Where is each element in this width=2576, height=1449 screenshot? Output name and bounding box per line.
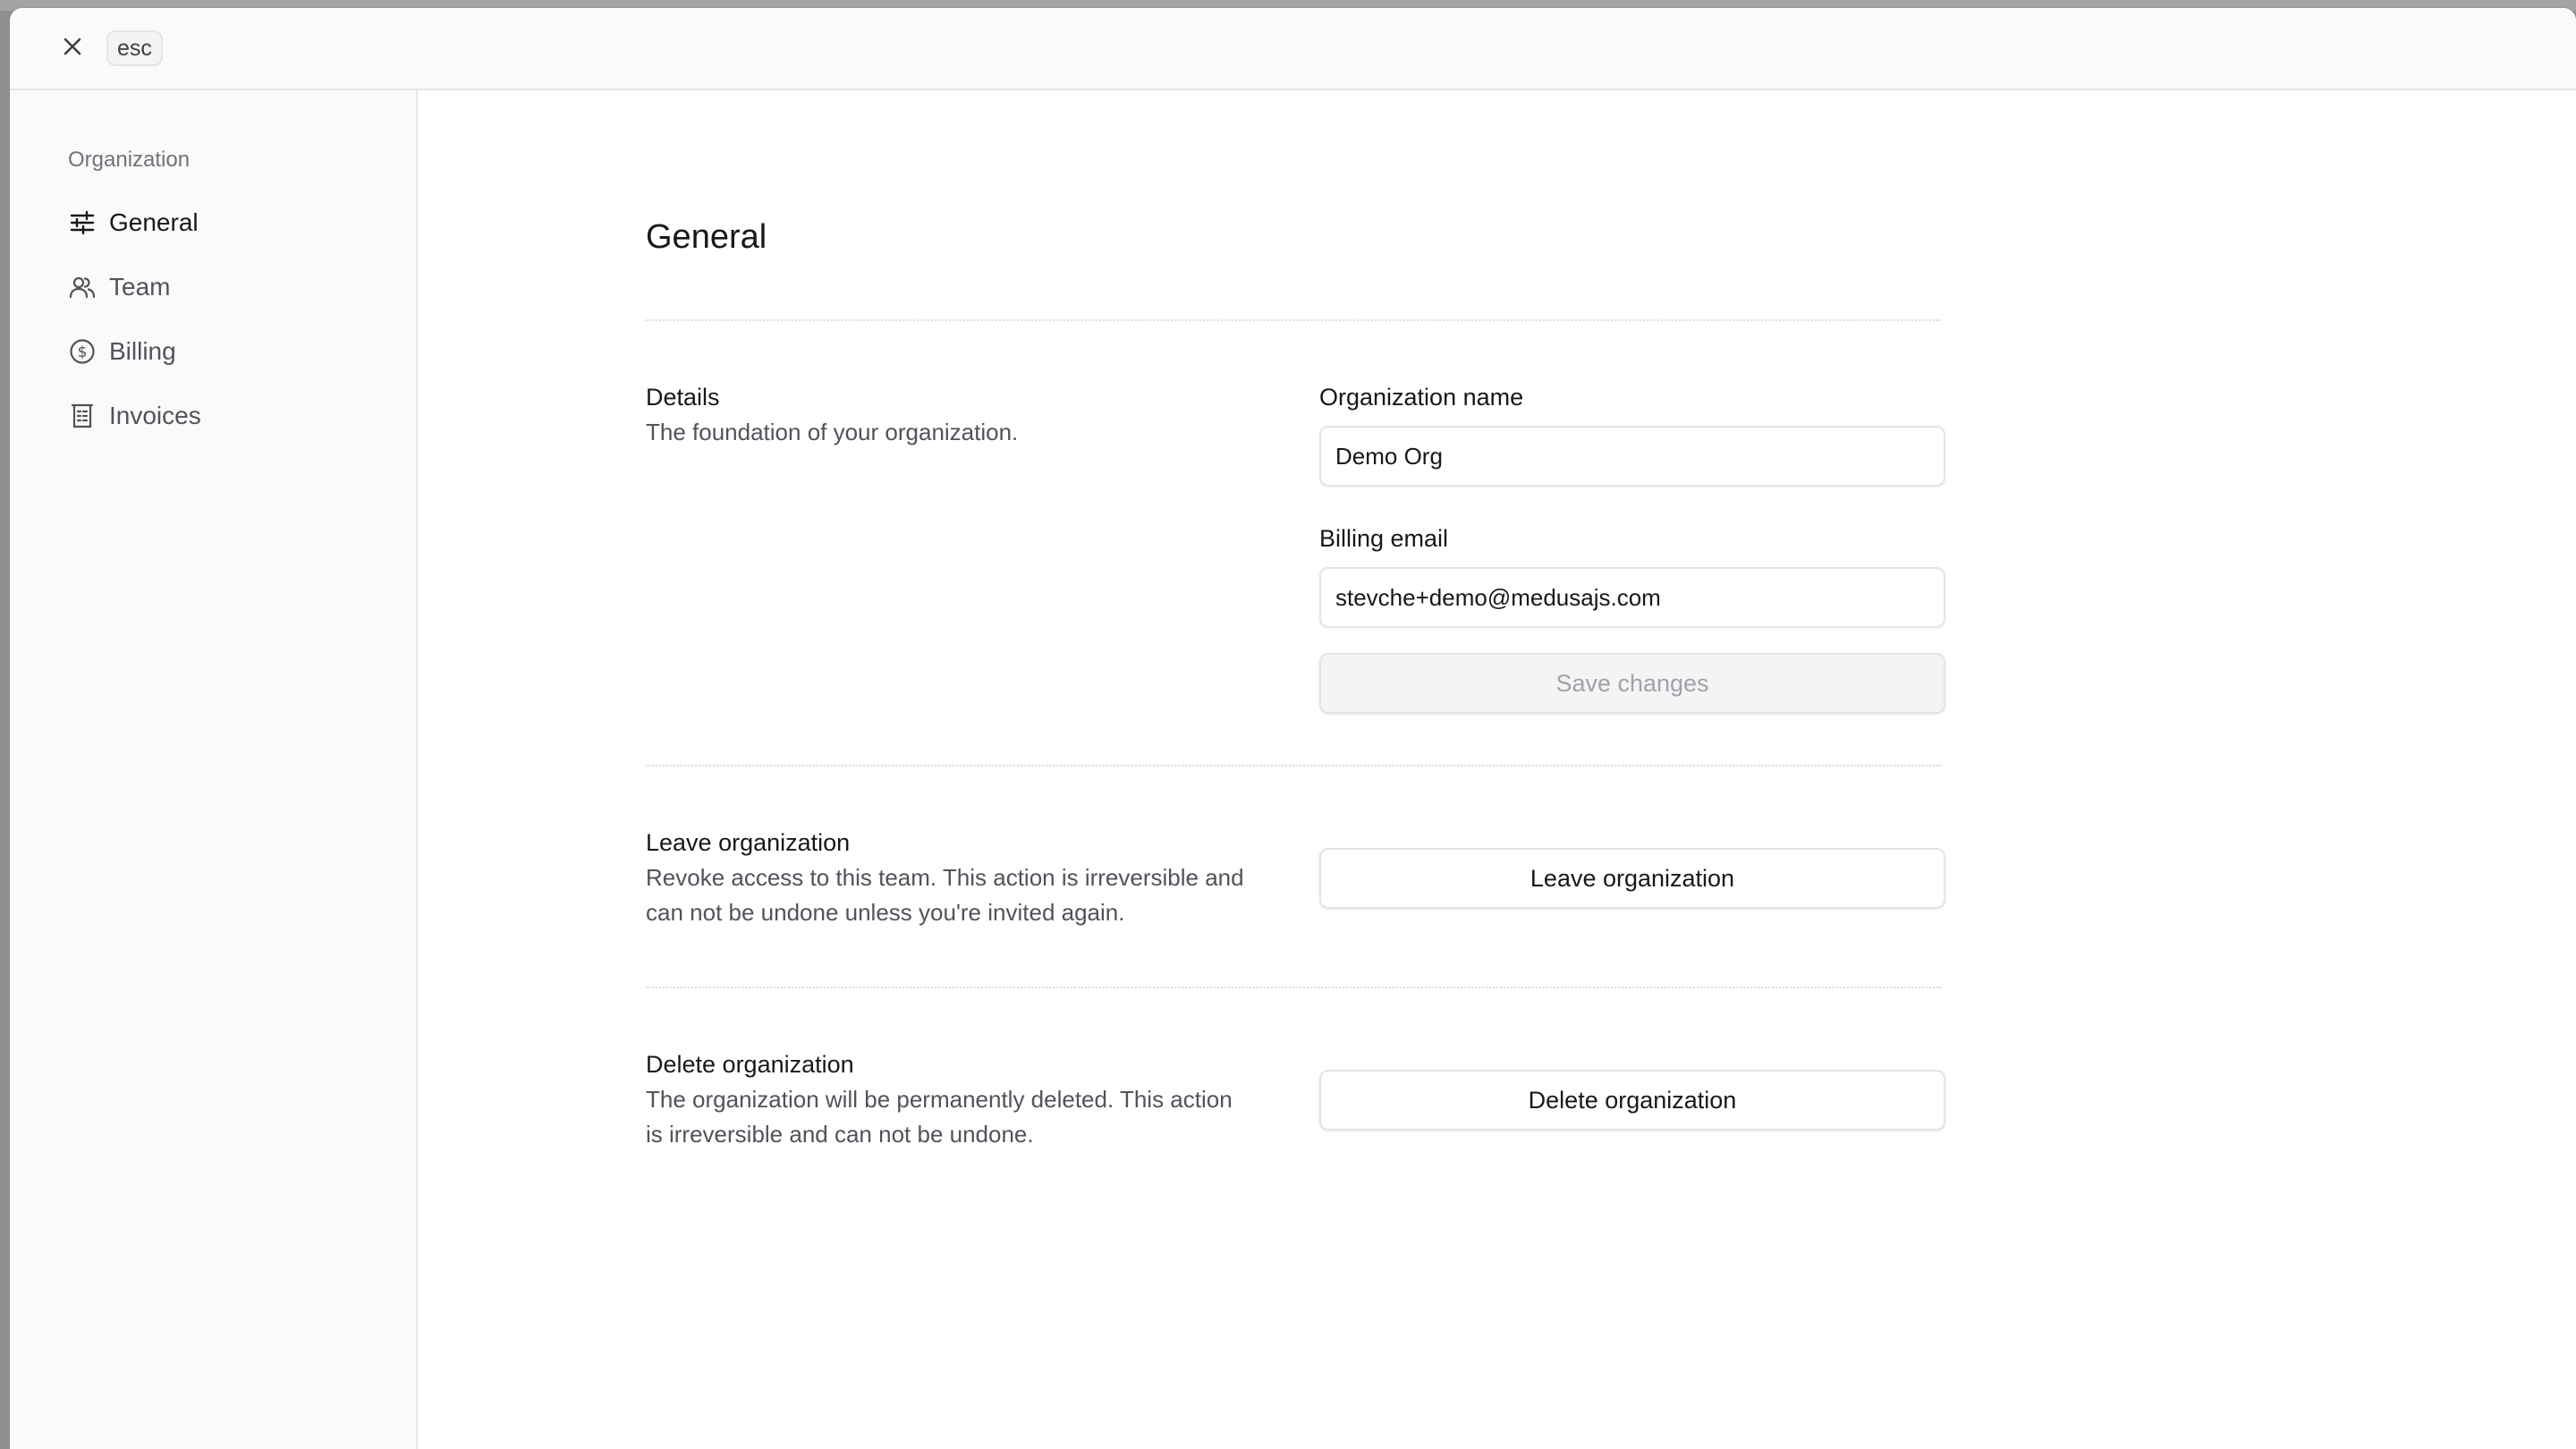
sidebar-item-label: Invoices [109, 402, 201, 429]
sidebar-item-billing[interactable] [28, 319, 398, 384]
sidebar-item-invoices[interactable] [28, 384, 398, 448]
svg-text:$: $ [77, 343, 88, 361]
details-title: Details [646, 384, 720, 411]
delete-title: Delete organization [646, 1051, 854, 1078]
close-button[interactable] [49, 25, 96, 72]
page-title: General [646, 218, 767, 256]
sidebar-item-general[interactable] [28, 191, 398, 255]
leave-organization-button[interactable]: Leave organization [1319, 848, 1945, 909]
leave-description: Revoke access to this team. This action is irreversible and can not be undone unless you're invited again. [646, 864, 1244, 926]
org-name-input[interactable] [1319, 426, 1945, 487]
billing-email-input[interactable] [1319, 567, 1945, 628]
details-section-info [646, 381, 1254, 450]
users-icon [68, 273, 97, 301]
leave-section-info [646, 826, 1254, 930]
sidebar-item-label: Team [109, 273, 171, 301]
settings-modal [10, 8, 2576, 1449]
sidebar-item-team[interactable] [28, 255, 398, 319]
delete-description: The organization will be permanently deleted. This action is irreversible and can not be undone. [646, 1086, 1233, 1148]
leave-title: Leave organization [646, 829, 851, 856]
details-form [1319, 381, 1945, 714]
close-icon [61, 35, 84, 63]
esc-shortcut-badge: esc [106, 30, 163, 66]
sidebar-item-label: Billing [109, 337, 176, 365]
billing-email-label: Billing email [1319, 525, 1449, 552]
sidebar-item-label: General [109, 208, 199, 236]
delete-organization-button[interactable]: Delete organization [1319, 1070, 1945, 1131]
modal-header [10, 8, 2576, 90]
section-divider [646, 987, 1941, 988]
org-name-label: Organization name [1319, 384, 1524, 411]
sliders-icon [68, 208, 97, 237]
receipt-icon [68, 402, 97, 430]
details-description: The foundation of your organization. [646, 419, 1019, 445]
dollar-circle-icon [68, 337, 97, 366]
leave-action [1319, 848, 1945, 909]
save-changes-button[interactable]: Save changes [1319, 653, 1945, 714]
delete-action [1319, 1070, 1945, 1131]
section-divider [646, 765, 1941, 767]
sidebar-heading: Organization [68, 148, 191, 172]
section-divider [646, 319, 1941, 321]
delete-section-info [646, 1048, 1254, 1152]
sidebar [10, 90, 418, 1449]
